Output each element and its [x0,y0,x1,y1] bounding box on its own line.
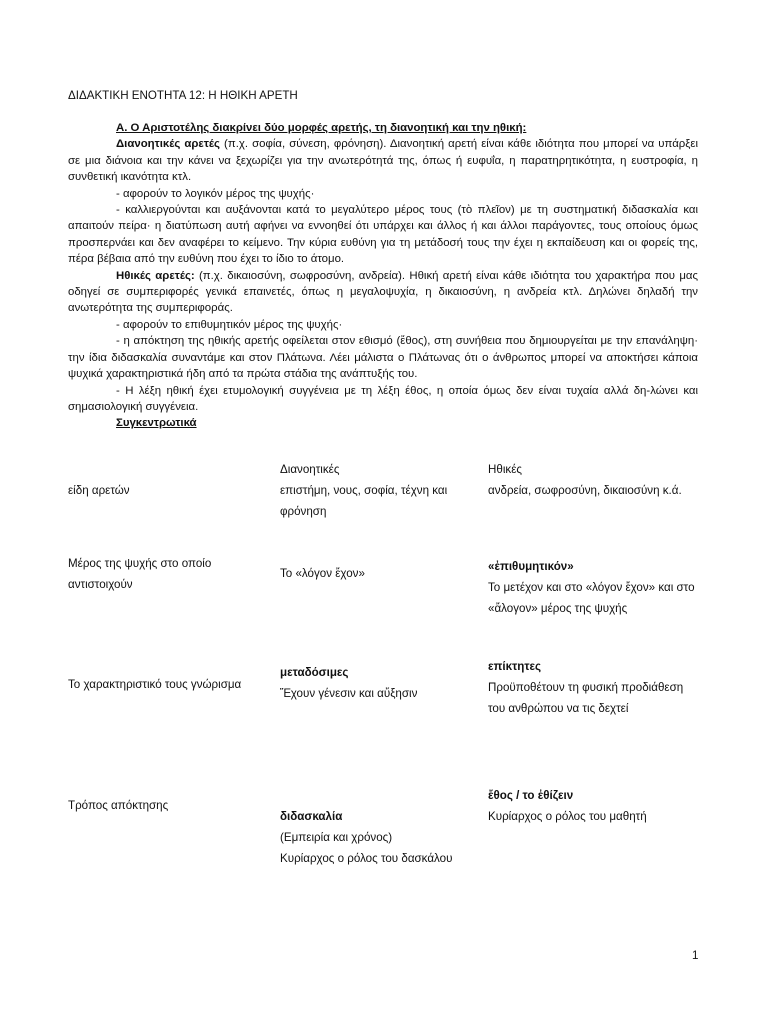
cell-dianoetic-acquisition-line3: Κυρίαρχος ο ρόλος του δασκάλου [280,852,453,865]
dianoetic-bullet-2: - καλλιεργούνται και αυξάνονται κατά το μεγαλύτερο μέρος τους (τὸ πλεῖον) με τη συστηματική διδασκαλία και απαιτούν πείρα· η διατύπωση αυτή αφήνει να εννοηθεί ότι υπάρχει και άλλος ή και άλλοι παράγοντες, τους οποίους όμως προσπερνάει και δεν αναφέρει το κείμενο. Την κύρια ευθύνη για τη μετάδοσή τους την έχει η εκπαίδευση και οι φορείς της, πέρα βέβαια από την ευθύνη που έχει το ίδιο το άτομο. [68,204,698,266]
cell-dianoetic-characteristic-text: Ἔχουν γένεσιν και αὔξησιν [280,687,418,700]
cell-ethical-soul-part-text: Το μετέχον και στο «λόγον ἔχον» και στο «ἄλογον» μέρος της ψυχής [488,581,695,615]
row-label-virtue-types: είδη αρετών [68,484,130,497]
cell-ethical-characteristic-text: Προϋποθέτουν τη φυσική προδιάθεση του ανθρώπου να τις δεχτεί [488,681,684,715]
cell-dianoetic-virtue-types: επιστήμη, νους, σοφία, τέχνη και φρόνηση [280,484,448,518]
cell-ethical-virtue-types: ανδρεία, σωφροσύνη, δικαιοσύνη κ.ά. [488,484,682,497]
summary-heading: Συγκεντρωτικά [116,417,197,430]
cell-dianoetic-acquisition-line2: (Εμπειρία και χρόνος) [280,831,393,844]
dianoetic-bullet-1: - αφορούν το λογικόν μέρος της ψυχής· [116,187,315,200]
cell-ethical-characteristic [488,656,693,719]
dianoetic-intro: (π.χ. σοφία, σύνεση, φρόνηση). Διανοητική αρετή είναι κάθε ιδιότητα που μπορεί να υπάρξει σε μια διάνοια και την κάνει να ξεχωρίζει για την ανωτερότητά της, όπως ή ευφυΐα, η παρατηρητικότητα, η ευστροφία, η συνθετική ικανότητα κτλ. [68,138,698,184]
column-header-ethical: Ηθικές [488,463,522,476]
dianoetic-paragraph [68,136,698,185]
section-heading: Α. Ο Αριστοτέλης διακρίνει δύο μορφές αρετής, τη διανοητική και την ηθική: [116,122,527,134]
column-header-dianoetic: Διανοητικές [280,463,340,476]
cell-ethical-acquisition-text: Κυρίαρχος ο ρόλος του μαθητή [488,810,647,823]
dianoetic-term: Διανοητικές αρετές [116,138,220,151]
row-label-acquisition: Τρόπος απόκτησης [68,799,169,812]
ethical-bullet-2: - η απόκτηση της ηθικής αρετής οφείλεται στον εθισμό (ἔθος), στη συνήθεια που δημιουργείται με την επανάληψη· την ίδια διδασκαλία συναντάμε και στον Πλάτωνα. Λέει μάλιστα ο Πλάτωνας ότι ο άνθρωπος μπορεί να αποκτήσει κάποια ψυχικά χαρακτηριστικά ήδη από τα πρώτα στάδια της ανάπτυξής του. [68,335,698,381]
ethical-term: Ηθικές αρετές: [116,269,195,282]
cell-ethical-acquisition [488,785,698,827]
ethical-bullet-3: - Η λέξη ηθική έχει ετυμολογική συγγένεια με τη λέξη έθος, η οποία όμως δεν είναι τυχαία αλλά δη-λώνει και σημασιολογική συγγένεια. [68,384,698,413]
ethical-bullet-1: - αφορούν το επιθυμητικόν μέρος της ψυχής· [116,318,343,331]
cell-dianoetic-acquisition-term: διδασκαλία [280,810,343,823]
cell-ethical-acquisition-term: ἔθος / το ἐθίζειν [488,789,574,802]
page-title: ΔΙΔΑΚΤΙΚΗ ΕΝΟΤΗΤΑ 12: Η ΗΘΙΚΗ ΑΡΕΤΗ [68,89,298,102]
cell-ethical-soul-part-term: «ἐπιθυμητικόν» [488,560,574,573]
cell-ethical-soul-part [488,556,713,619]
cell-dianoetic-acquisition [280,806,485,869]
ethical-paragraph [68,268,698,317]
cell-ethical-characteristic-term: επίκτητες [488,660,542,673]
cell-dianoetic-characteristic [280,662,478,704]
document-body [68,120,698,432]
row-label-soul-part: Μέρος της ψυχής στο οποίο αντιστοιχούν [68,557,212,591]
cell-dianoetic-soul-part: Το «λόγον ἔχον» [280,567,365,580]
row-label-characteristic: Το χαρακτηριστικό τους γνώρισμα [68,678,242,691]
ethical-intro: (π.χ. δικαιοσύνη, σωφροσύνη, ανδρεία). Ηθική αρετή είναι κάθε ιδιότητα του χαρακτήρα που μας οδηγεί σε συμπεριφορές γενικά επαινετές, όπως η μεγαλοψυχία, η δικαιοσύνη, η ανδρεία κτλ. Δηλώνει δηλαδή την ανωτερότητα της συμπεριφοράς. [68,269,698,315]
page-number: 1 [692,949,699,962]
cell-dianoetic-characteristic-term: μεταδόσιμες [280,666,349,679]
